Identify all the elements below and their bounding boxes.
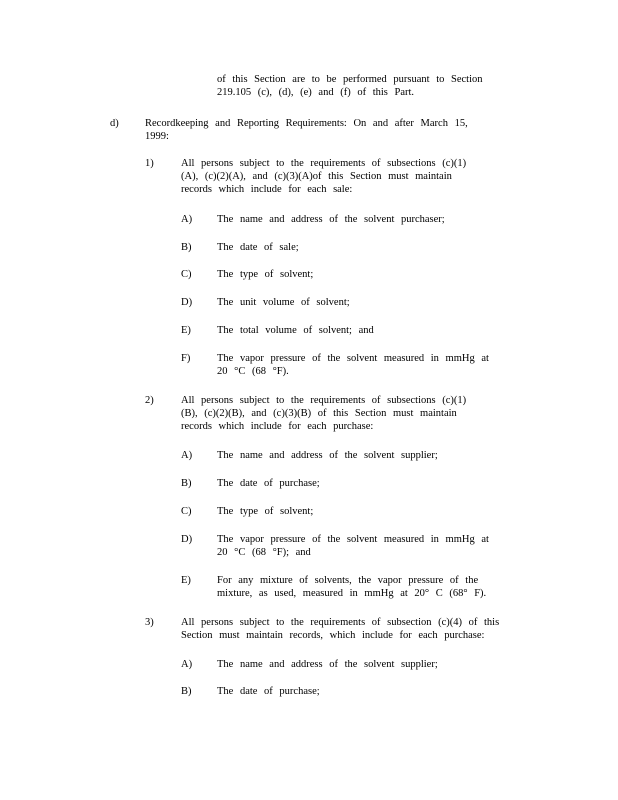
item-2-label: 2) <box>145 395 154 406</box>
item-1-sub-a-text: The name and address of the solvent purchaser; <box>217 214 445 225</box>
item-1-text: All persons subject to the requirements of subsections (c)(1)(A), (c)(2)(A), and (c)(3)(A)of this Section must maintain records which include for each sale: <box>181 158 467 195</box>
section-d-title: Recordkeeping and Reporting Requirements: On and after March 15, 1999: <box>145 118 468 142</box>
item-3-text: All persons subject to the requirements of subsection (c)(4) of this Section must maintain records, which include for each purchase: <box>181 617 500 641</box>
item-2-sub-b-text: The date of purchase; <box>217 478 320 489</box>
item-2-sub-e-text: For any mixture of solvents, the vapor pressure of the mixture, as used, measured in mmHg at 20° C (68° F). <box>217 575 487 599</box>
item-3-label: 3) <box>145 617 154 628</box>
item-2-sub-b-label: B) <box>181 478 192 489</box>
item-3-sub-b-label: B) <box>181 686 192 697</box>
item-1-sub-b-text: The date of sale; <box>217 242 299 253</box>
item-2-sub-d-label: D) <box>181 534 193 545</box>
item-2-sub-e-label: E) <box>181 575 191 586</box>
item-1-sub-e-label: E) <box>181 325 191 336</box>
item-1-sub-c-label: C) <box>181 269 192 280</box>
item-2-sub-c-text: The type of solvent; <box>217 506 314 517</box>
item-1-sub-b-label: B) <box>181 242 192 253</box>
item-1-label: 1) <box>145 158 154 169</box>
section-d-label: d) <box>110 118 119 129</box>
item-3-sub-b-text: The date of purchase; <box>217 686 320 697</box>
item-2-text: All persons subject to the requirements of subsections (c)(1)(B), (c)(2)(B), and (c)(3)(B) of this Section must maintain records which include for each purchase: <box>181 395 467 432</box>
item-1-sub-a-label: A) <box>181 214 193 225</box>
item-2-sub-c-label: C) <box>181 506 192 517</box>
item-1-sub-c-text: The type of solvent; <box>217 269 314 280</box>
item-1-sub-d-label: D) <box>181 297 193 308</box>
item-2-sub-a-text: The name and address of the solvent supplier; <box>217 450 438 461</box>
item-1-sub-d-text: The unit volume of solvent; <box>217 297 350 308</box>
item-1-sub-e-text: The total volume of solvent; and <box>217 325 374 336</box>
item-2-sub-d-text: The vapor pressure of the solvent measured in mmHg at 20 °C (68 °F); and <box>217 534 489 558</box>
item-3-sub-a-label: A) <box>181 659 193 670</box>
item-1-sub-f-label: F) <box>181 353 191 364</box>
item-3-sub-a-text: The name and address of the solvent supplier; <box>217 659 438 670</box>
item-2-sub-a-label: A) <box>181 450 193 461</box>
item-1-sub-f-text: The vapor pressure of the solvent measured in mmHg at 20 °C (68 °F). <box>217 353 489 377</box>
intro-paragraph: of this Section are to be performed pursuant to Section 219.105 (c), (d), (e) and (f) of this Part. <box>217 74 483 98</box>
